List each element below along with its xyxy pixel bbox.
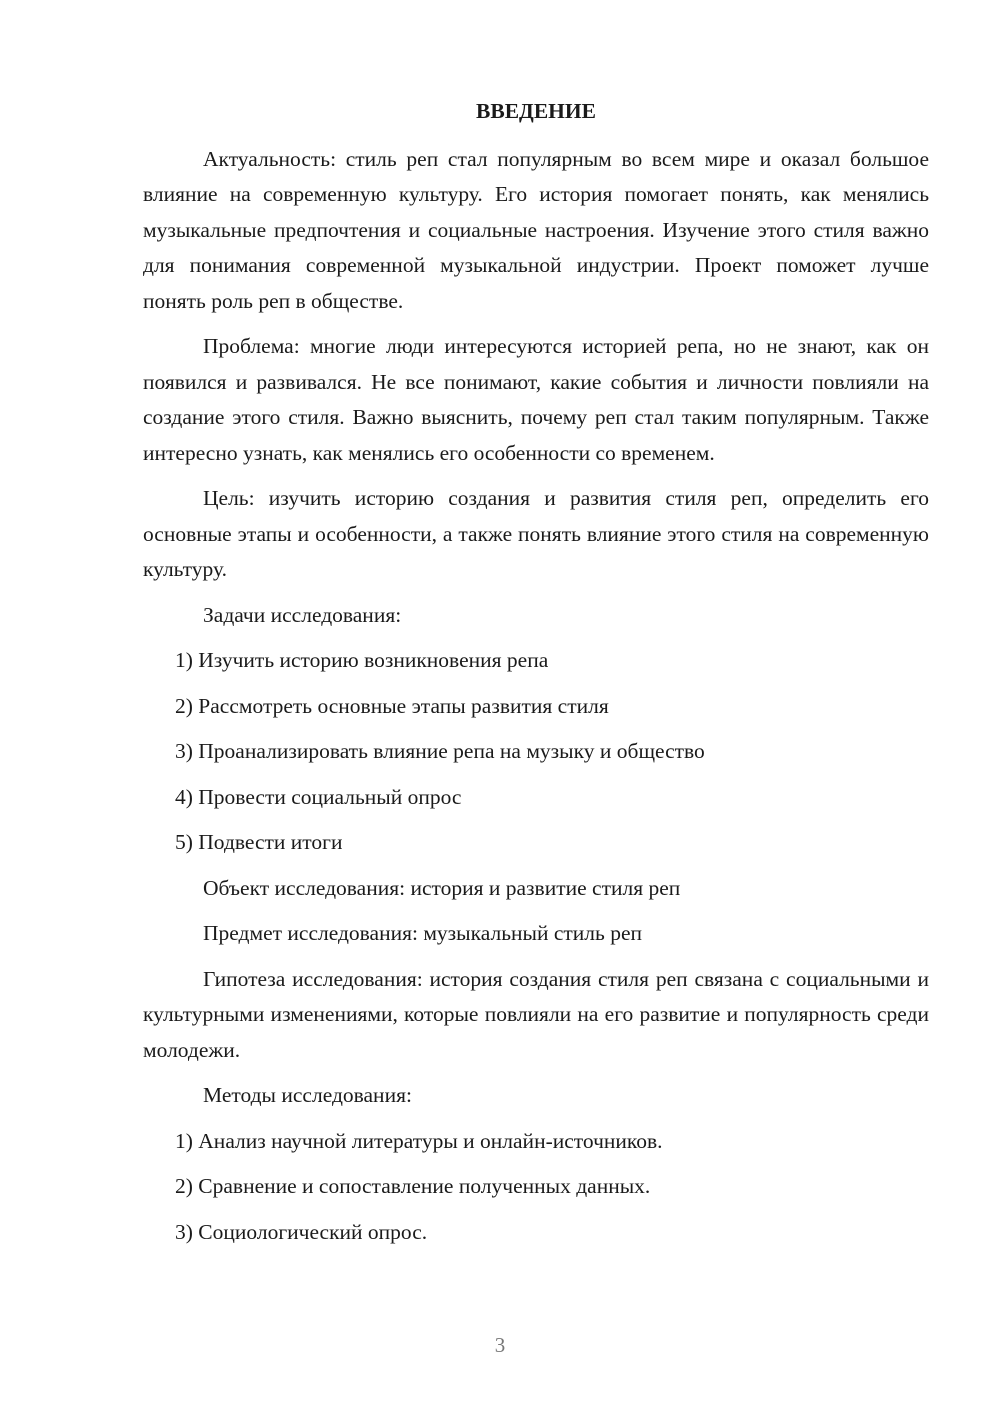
list-item: 4) Провести социальный опрос xyxy=(175,784,462,809)
hypothesis-paragraph: Гипотеза исследования: история создания стиля реп связана с социальными и культурными изменениями, которые повлияли на его развитие и популярность среди молодежи. xyxy=(143,966,929,1062)
goal-paragraph: Цель: изучить историю создания и развития стиля реп, определить его основные этапы и особенности, а также понять влияние этого стиля на современную культуру. xyxy=(143,486,929,581)
document-page xyxy=(143,94,929,1260)
list-item: 3) Проанализировать влияние репа на музыку и общество xyxy=(175,739,705,763)
methods-heading: Методы исследования: xyxy=(203,1083,412,1107)
list-item: 2) Сравнение и сопоставление полученных данных. xyxy=(175,1174,651,1198)
list-item: 2) Рассмотреть основные этапы развития стиля xyxy=(175,693,609,718)
list-item: 3) Социологический опрос. xyxy=(175,1219,428,1244)
methods-list xyxy=(143,1124,929,1251)
list-item: 1) Изучить историю возникновения репа xyxy=(175,648,549,672)
relevance-paragraph: Актуальность: стиль реп стал популярным во всем мире и оказал большое влияние на современную культуру. Его история помогает понять, как менялись музыкальные предпочтения и социальные настроения. Изучение этого стиля важно для понимания современной музыкальной индустрии. Проект поможет лучше понять роль реп в обществе. xyxy=(143,146,929,313)
tasks-heading: Задачи исследования: xyxy=(203,602,402,627)
tasks-list xyxy=(143,643,929,861)
page-title: ВВЕДЕНИЕ xyxy=(476,99,596,123)
list-item: 5) Подвести итоги xyxy=(175,830,343,854)
research-subject: Предмет исследования: музыкальный стиль реп xyxy=(203,921,642,945)
list-item: 1) Анализ научной литературы и онлайн-источников. xyxy=(175,1128,663,1153)
problem-paragraph: Проблема: многие люди интересуются историей репа, но не знают, как он появился и развивался. Не все понимают, какие события и личности повлияли на создание этого стиля. Важно выяснить, почему реп стал таким популярным. Также интересно узнать, как менялись его особенности со временем. xyxy=(143,334,929,465)
page-number: 3 xyxy=(494,1333,506,1357)
research-object: Объект исследования: история и развитие стиля реп xyxy=(203,875,681,900)
